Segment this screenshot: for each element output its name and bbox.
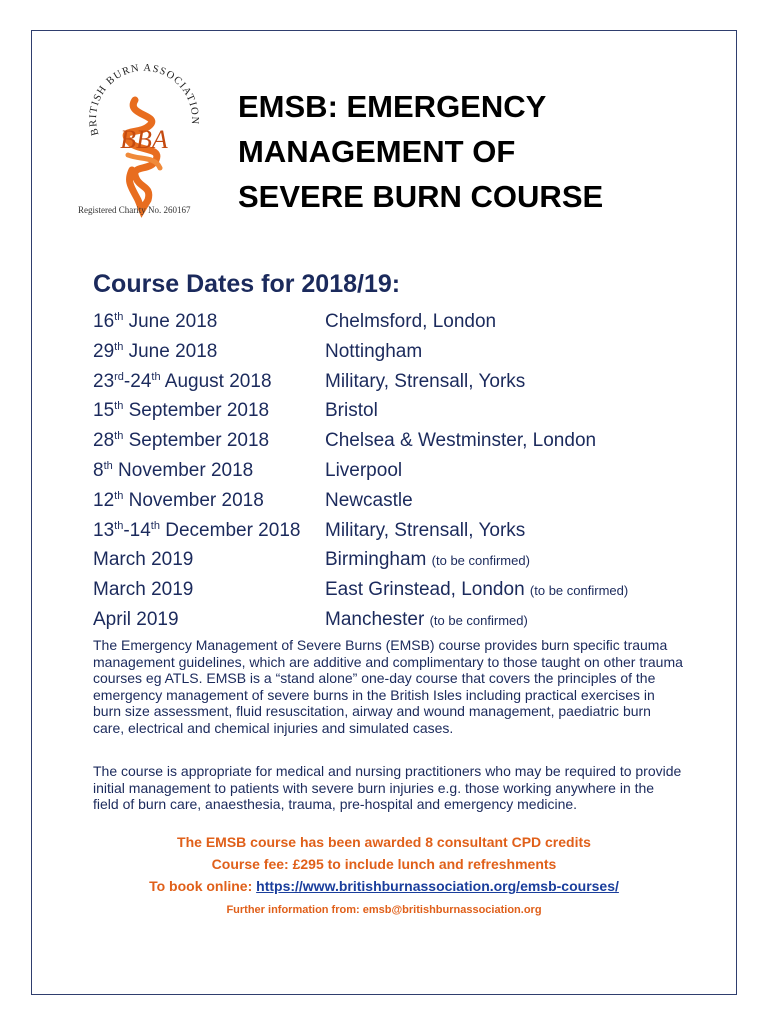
- course-date: 28th September 2018: [93, 430, 270, 452]
- course-date: 12th November 2018: [93, 489, 264, 511]
- course-row: [93, 575, 733, 605]
- course-location: Manchester (to be confirmed): [325, 608, 528, 630]
- course-fee: Course fee: £295 to include lunch and refreshments: [211, 856, 557, 872]
- course-date: 16th June 2018: [93, 311, 218, 332]
- course-row: [93, 605, 733, 635]
- course-description: The Emergency Management of Severe Burns (EMSB) course provides burn specific trauma management guidelines, which are additive and complimentary to those taught on other trauma courses eg ATLS. EMSB is a “stand alone” one-day course that covers the principles of the emergency management of severe burns in the British Isles including practical exercises in burn size assessment, fluid resuscitation, airway and wound management, paediatric burn care, electrical and chemical injuries and simulated cases.: [93, 637, 683, 736]
- title-line: MANAGEMENT OF: [238, 134, 516, 169]
- course-location: Bristol: [325, 400, 378, 422]
- course-row: [93, 307, 733, 337]
- title-line: EMSB: EMERGENCY: [238, 89, 547, 124]
- page-title: [238, 84, 708, 219]
- course-dates-heading: Course Dates for 2018/19:: [93, 270, 401, 298]
- course-row: [93, 545, 733, 575]
- course-row: [93, 426, 733, 456]
- course-date: April 2019: [93, 608, 179, 630]
- booking-link[interactable]: https://www.britishburnassociation.org/emsb-courses/: [256, 878, 619, 894]
- course-row: [93, 456, 733, 486]
- further-info: Further information from: emsb@britishburnassociation.org: [226, 904, 542, 916]
- course-row: [93, 486, 733, 516]
- course-date: 15th September 2018: [93, 400, 270, 422]
- logo-monogram: BBA: [120, 125, 168, 154]
- course-location: Newcastle: [325, 489, 413, 511]
- course-location: Military, Strensall, Yorks: [325, 519, 526, 541]
- course-note: (to be confirmed): [529, 583, 629, 599]
- course-row: [93, 337, 733, 367]
- course-date: 29th June 2018: [93, 340, 218, 362]
- course-location: Birmingham (to be confirmed): [325, 549, 530, 571]
- booking-label: To book online:: [149, 878, 257, 894]
- course-date: 23rd-24th August 2018: [93, 370, 272, 392]
- charity-number: Registered Charity No. 260167: [78, 205, 191, 215]
- course-location: Chelsea & Westminster, London: [325, 430, 597, 452]
- course-date: March 2019: [93, 549, 194, 571]
- course-date: 13th-14th December 2018: [93, 519, 301, 541]
- course-date: 8th November 2018: [93, 459, 254, 481]
- course-row: [93, 367, 733, 397]
- course-dates-list: [93, 307, 733, 635]
- course-location: Military, Strensall, Yorks: [325, 370, 526, 392]
- cpd-credits: The EMSB course has been awarded 8 consultant CPD credits: [177, 834, 591, 850]
- booking-line: [31, 878, 737, 894]
- course-note: (to be confirmed): [429, 612, 528, 628]
- course-location: Nottingham: [325, 340, 423, 362]
- course-date: March 2019: [93, 579, 194, 601]
- course-audience: The course is appropriate for medical and nursing practitioners who may be required to provide initial management to patients with severe burn injuries e.g. those working anywhere in the field of burn care, anaesthesia, trauma, pre-hospital and emergency medicine.: [93, 763, 682, 813]
- course-location: Liverpool: [325, 459, 403, 481]
- course-row: [93, 516, 733, 546]
- logo-org-name: BRITISH BURN ASSOCIATION: [87, 62, 201, 137]
- course-note: (to be confirmed): [431, 553, 530, 569]
- course-row: [93, 396, 733, 426]
- title-line: SEVERE BURN COURSE: [238, 179, 604, 214]
- course-location: East Grinstead, London (to be confirmed): [325, 579, 629, 601]
- course-location: Chelmsford, London: [325, 311, 497, 332]
